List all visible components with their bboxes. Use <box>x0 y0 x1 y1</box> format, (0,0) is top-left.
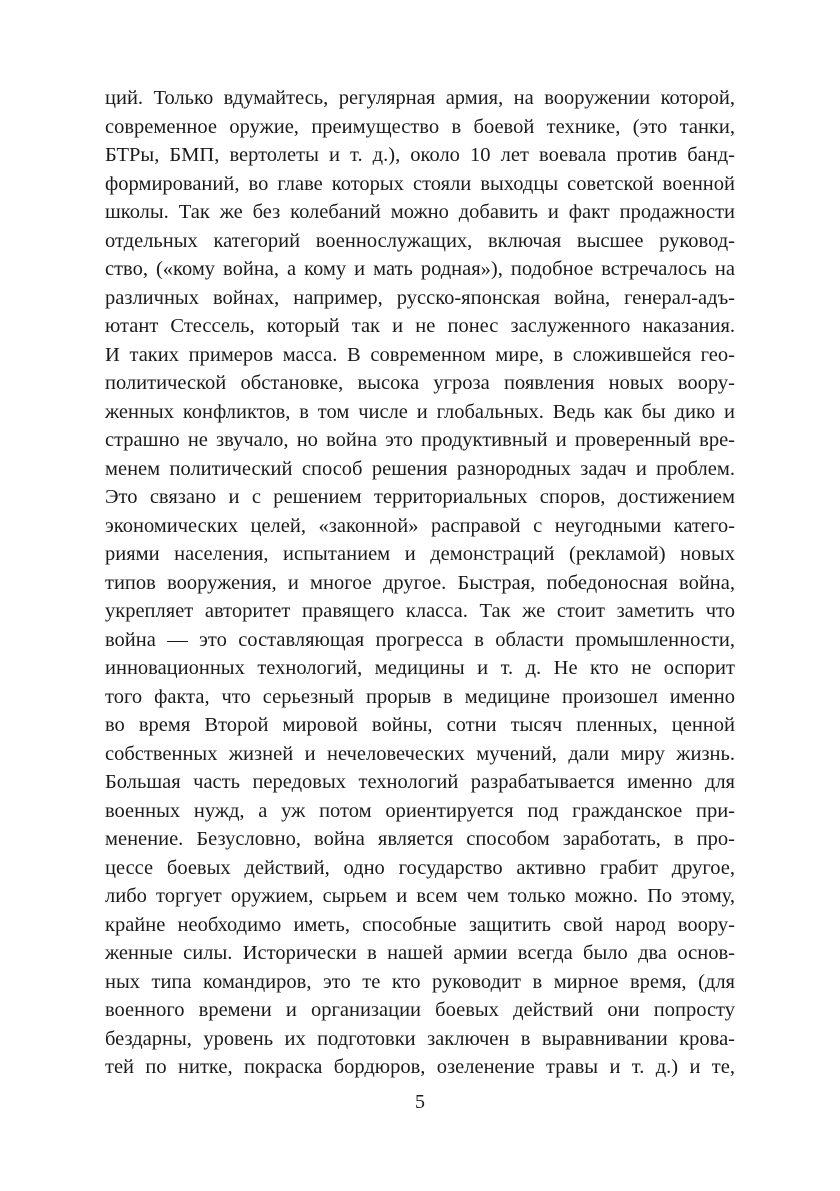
text-line: политической обстановке, высока угроза появления новых воору- <box>105 372 735 394</box>
text-line: ций. Только вдумайтесь, регулярная армия, на вооружении которой, <box>105 87 735 109</box>
text-line: военных нужд, а уж потом ориентируется под гражданское при- <box>105 799 735 822</box>
text-line: крайне необходимо иметь, способные защитить свой народ воору- <box>105 913 735 936</box>
text-line: собственных жизней и нечеловеческих мучений, дали миру жизнь. <box>105 742 735 765</box>
text-line: типов вооружения, и многое другое. Быстрая, победоносная война, <box>105 571 735 594</box>
text-line: либо торгует оружием, сырьем и всем чем только можно. По этому, <box>105 885 735 907</box>
text-line: отдельных категорий военнослужащих, включая высшее руковод- <box>105 229 735 252</box>
text-line: того факта, что серьезный прорыв в медицине произошел именно <box>105 685 735 708</box>
text-line: женные силы. Исторически в нашей армии всегда было два основ- <box>105 942 735 964</box>
page-number: 5 <box>415 1091 425 1113</box>
text-line: формирований, во главе которых стояли выходцы советской военной <box>105 172 735 195</box>
text-line: во время Второй мировой войны, сотни тысяч пленных, ценной <box>105 714 735 736</box>
text-line: ство, («кому война, а кому и мать родная»), подобное встречалось на <box>105 258 735 280</box>
text-line: менем политический способ решения разнородных задач и проблем. <box>105 457 735 480</box>
text-line: инновационных технологий, медицины и т. д. Не кто не оспорит <box>105 657 735 679</box>
text-line: тей по нитке, покраска бордюров, озеленение травы и т. д.) и те, <box>105 1056 735 1078</box>
text-line: укрепляет авторитет правящего класса. Так же стоит заметить что <box>105 600 735 622</box>
text-line: Большая часть передовых технологий разрабатывается именно для <box>105 771 735 793</box>
text-line: Это связано и с решением территориальных споров, достижением <box>105 486 735 508</box>
text-line: война — это составляющая прогресса в области промышленности, <box>105 628 735 651</box>
text-line: риями населения, испытанием и демонстраций (рекламой) новых <box>105 543 735 565</box>
body-text <box>105 84 735 1082</box>
text-line: школы. Так же без колебаний можно добавить и факт продажности <box>105 201 735 223</box>
text-line: И таких примеров масса. В современном мире, в сложившейся гео- <box>105 343 735 366</box>
text-line: ютант Стессель, который так и не понес заслуженного наказания. <box>105 315 735 337</box>
text-line: современное оружие, преимущество в боевой технике, (это танки, <box>105 115 735 138</box>
text-line: ных типа командиров, это те кто руководит в мирное время, (для <box>105 970 735 993</box>
text-line: страшно не звучало, но война это продуктивный и проверенный вре- <box>105 429 735 451</box>
text-line: военного времени и организации боевых действий они попросту <box>105 999 735 1021</box>
text-line: бездарны, уровень их подготовки заключен в выравнивании крова- <box>105 1027 735 1050</box>
text-line: экономических целей, «законной» расправой с неугодными катего- <box>105 514 735 537</box>
text-line: женных конфликтов, в том числе и глобальных. Ведь как бы дико и <box>105 400 735 423</box>
text-line: различных войнах, например, русско-японская война, генерал-адъ- <box>105 286 735 309</box>
text-line: менение. Безусловно, война является способом заработать, в про- <box>105 828 735 850</box>
text-line: цессе боевых действий, одно государство активно грабит другое, <box>105 856 735 879</box>
text-line: БТРы, БМП, вертолеты и т. д.), около 10 лет воевала против банд- <box>105 144 735 166</box>
